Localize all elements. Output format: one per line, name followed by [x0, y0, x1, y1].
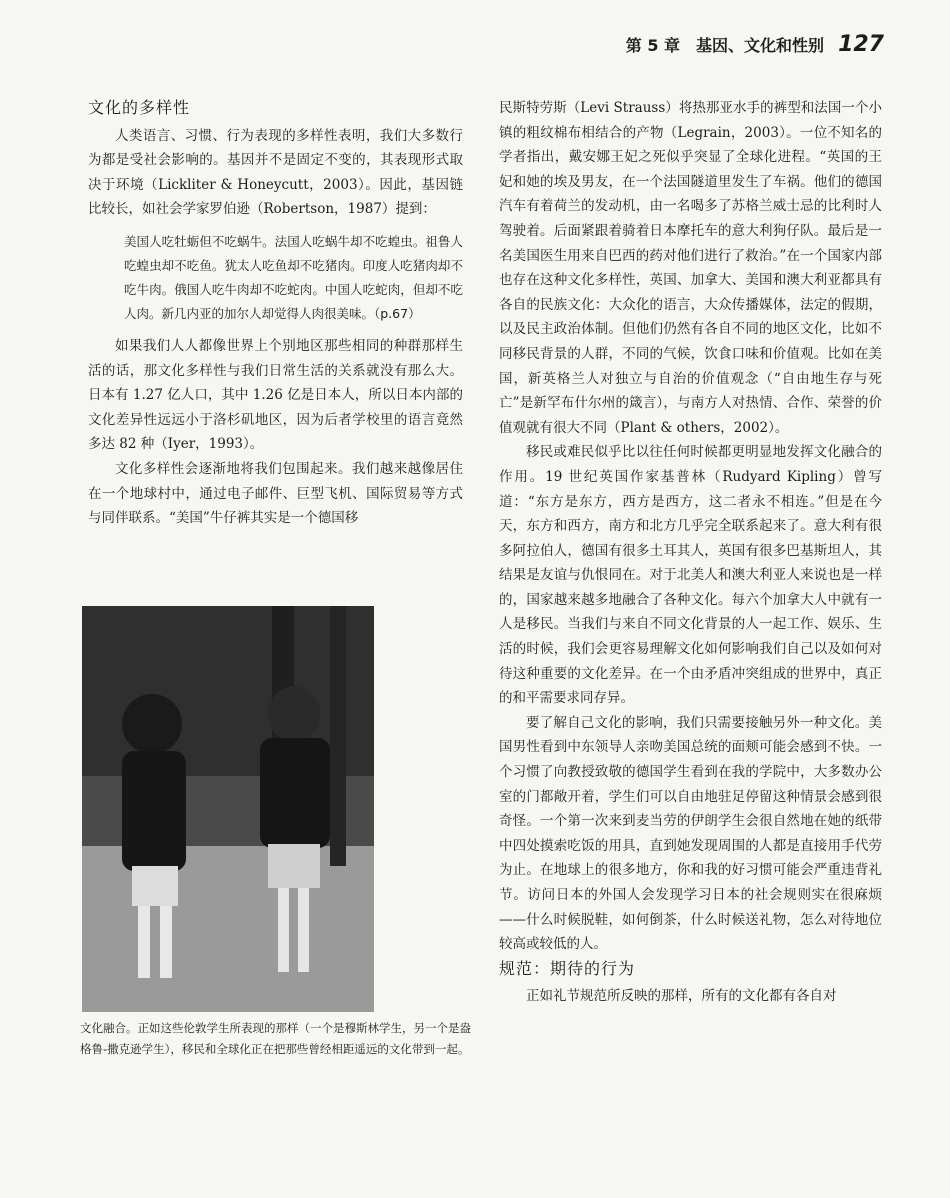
paragraph: 正如礼节规范所反映的那样，所有的文化都有各自对 [526, 988, 837, 1005]
paragraph: 人类语言、习惯、行为表现的多样性表明，我们大多数行为都是受社会影响的。基因并不是固定不变的，其表现形式取决于环境（Lickliter & Honeycutt，2003）。因此，基因链比较长，如社会学家罗伯逊（Robertson，1987）提到： [88, 127, 463, 218]
block-quote: 美国人吃牡蛎但不吃蜗牛。法国人吃蜗牛却不吃蝗虫。祖鲁人吃蝗虫却不吃鱼。犹太人吃鱼却不吃猪肉。印度人吃猪肉却不吃牛肉。俄国人吃牛肉却不吃蛇肉。中国人吃蛇肉，但却不吃人肉。新几内亚的加尔人却觉得人肉很美味。（p.67） [124, 233, 463, 321]
paragraph: 如果我们人人都像世界上个别地区那些相同的种群那样生活的话，那文化多样性与我们日常生活的关系就没有那么大。日本有 1.27 亿人口，其中 1.26 亿是日本人，所以日本内部的文化差异性远远小于洛杉矶地区，因为后者学校里的语言竟然多达 82 种（Iyer，1993）。 [88, 337, 463, 453]
right-column [499, 96, 882, 1009]
chapter-title: 第 5 章 基因、文化和性别 [625, 36, 825, 55]
photo-london-students [82, 606, 374, 1012]
running-header [626, 32, 884, 57]
section-heading-cultural-diversity: 文化的多样性 [88, 98, 191, 117]
paragraph: 要了解自己文化的影响，我们只需要接触另外一种文化。美国男性看到中东领导人亲吻美国总统的面颊可能会感到不快。一个习惯了向教授致敬的德国学生看到在我的学院中，大多数办公室的门都敞开着，学生们可以自由地驻足停留这种情景会感到很奇怪。一个第一次来到麦当劳的伊朗学生会很自然地在她的纸带中四处摸索吃饭的用具，直到她发现周围的人都是直接用手代劳为止。在地球上的很多地方，你和我的好习惯可能会严重违背礼节。访问日本的外国人会发现学习日本的社会规则实在很麻烦——什么时候脱鞋，如何倒茶，什么时候送礼物，怎么对待地位较高或较低的人。 [499, 714, 882, 953]
photo-caption: 文化融合。正如这些伦敦学生所表现的那样（一个是穆斯林学生，另一个是盎格鲁-撒克逊学生），移民和全球化正在把那些曾经相距遥远的文化带到一起。 [80, 1021, 471, 1056]
left-column [88, 96, 463, 531]
paragraph: 文化多样性会逐渐地将我们包围起来。我们越来越像居住在一个地球村中，通过电子邮件、巨型飞机、国际贸易等方式与同伴联系。“美国”牛仔裤其实是一个德国移 [88, 460, 463, 527]
paragraph: 民斯特劳斯（Levi Strauss）将热那亚水手的裤型和法国一个小镇的粗纹棉布相结合的产物（Legrain，2003）。一位不知名的学者指出，戴安娜王妃之死似乎突显了全球化进程。“英国的王妃和她的埃及男友，在一个法国隧道里发生了车祸。他们的德国汽车有着荷兰的发动机，由一名喝多了苏格兰威士忌的比利时人驾驶着。后面紧跟着骑着日本摩托车的意大利狗仔队。最后是一名美国医生用来自巴西的药对他们进行了救治。”在一个国家内部也存在这种文化多样性，英国、加拿大、美国和澳大利亚都具有各自的民族文化：大众化的语言，大众传播媒体，法定的假期，以及民主政治体制。但他们仍然有各自不同的地区文化，比如不同移民背景的人群，不同的气候，饮食口味和价值观。比如在美国，新英格兰人对独立与自治的价值观念（“自由地生存与死亡”是新罕布什尔州的箴言），与南方人对热情、合作、荣誉的价值观就有很大不同（Plant & others，2002）。 [499, 100, 882, 436]
page-number: 127 [838, 32, 884, 57]
section-heading-norms: 规范：期待的行为 [499, 958, 636, 978]
paragraph: 移民或难民似乎比以往任何时候都更明显地发挥文化融合的作用。19 世纪英国作家基普林（Rudyard Kipling）曾写道：“东方是东方，西方是西方，这二者永不相连。”但是在今天，东方和西方，南方和北方几乎完全联系起来了。意大利有很多阿拉伯人，德国有很多土耳其人，英国有很多巴基斯坦人，其结果是友谊与仇恨同在。对于北美人和澳大利亚人来说也是一样的，国家越来越多地融合了各种文化。每六个加拿大人中就有一人是移民。当我们与来自不同文化背景的人一起工作、娱乐、生活的时候，我们会更容易理解文化如何影响我们自己以及如何对待这种重要的文化差异。在一个由矛盾冲突组成的世界中，真正的和平需要求同存异。 [499, 444, 882, 707]
